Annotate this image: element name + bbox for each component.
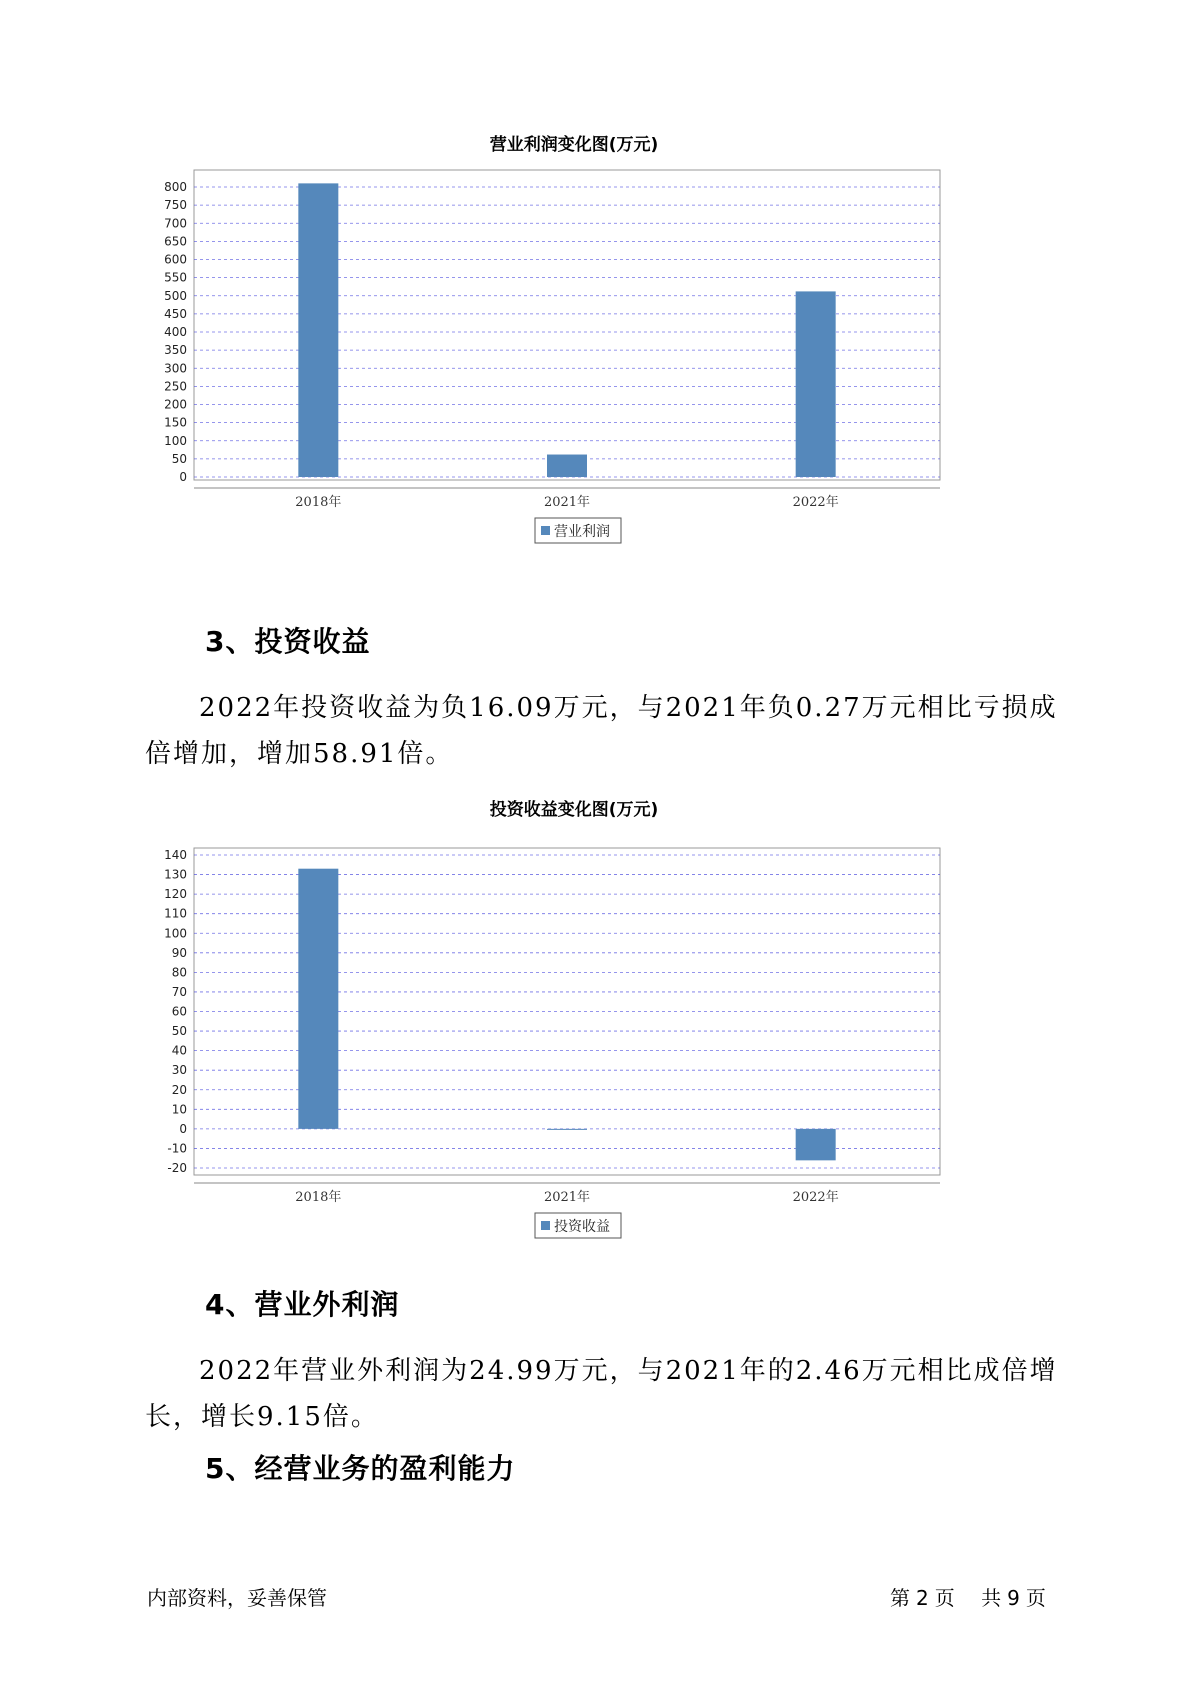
y-tick-label: 30 xyxy=(171,1063,187,1078)
bar-2022年 xyxy=(796,291,836,477)
bar-2021年 xyxy=(547,455,587,477)
y-tick-label: 100 xyxy=(164,433,187,448)
bar-2018年 xyxy=(298,869,338,1129)
total-suffix: 页 xyxy=(1025,1586,1046,1610)
x-tick-label: 2018年 xyxy=(295,495,342,510)
legend-label: 营业利润 xyxy=(554,524,610,540)
chart-title: 营业利润变化图(万元) xyxy=(489,135,659,155)
section-4-paragraph: 2022年营业外利润为24.99万元，与2021年的2.46万元相比成倍增长，增长9.15倍。 xyxy=(145,1356,1058,1432)
bar-2021年 xyxy=(547,1129,587,1130)
page-suffix: 页 xyxy=(934,1586,955,1610)
y-tick-label: 140 xyxy=(164,848,187,862)
y-tick-label: 50 xyxy=(171,451,187,466)
x-tick-label: 2022年 xyxy=(792,1190,839,1205)
y-tick-label: 60 xyxy=(171,1004,187,1019)
legend-swatch xyxy=(541,526,550,535)
y-tick-label: 130 xyxy=(164,867,187,882)
y-tick-label: 150 xyxy=(164,415,187,430)
section-4-heading: 4、营业外利润 xyxy=(205,1288,400,1321)
bar-2022年 xyxy=(796,1129,836,1160)
y-tick-label: 110 xyxy=(164,906,187,921)
y-tick-label: 20 xyxy=(171,1082,187,1097)
y-tick-label: 500 xyxy=(164,288,187,303)
y-tick-label: 250 xyxy=(164,379,187,394)
footer-confidential-note: 内部资料，妥善保管 xyxy=(147,1586,327,1610)
y-tick-label: 450 xyxy=(164,306,187,321)
legend-swatch xyxy=(541,1221,550,1230)
y-tick-label: 600 xyxy=(164,252,187,267)
y-tick-label: 0 xyxy=(179,470,187,484)
y-tick-label: 100 xyxy=(164,926,187,941)
section-5-heading: 5、经营业务的盈利能力 xyxy=(205,1452,516,1485)
y-tick-label: 0 xyxy=(179,1121,187,1136)
y-tick-label: 80 xyxy=(171,965,187,980)
y-tick-label: 400 xyxy=(164,325,187,339)
y-tick-label: 550 xyxy=(164,270,187,285)
x-tick-label: 2021年 xyxy=(543,1190,591,1205)
y-tick-label: 750 xyxy=(164,198,187,213)
section-3-heading: 3、投资收益 xyxy=(205,625,371,658)
chart-title: 投资收益变化图(万元) xyxy=(489,800,659,820)
y-tick-label: 300 xyxy=(164,361,187,376)
investment-income-chart xyxy=(150,790,1030,1235)
x-tick-label: 2022年 xyxy=(792,495,839,510)
y-tick-label: -10 xyxy=(167,1141,187,1156)
page-number: 2 xyxy=(916,1586,929,1610)
y-tick-label: -20 xyxy=(167,1161,187,1175)
y-tick-label: 70 xyxy=(171,984,187,999)
y-tick-label: 120 xyxy=(164,887,187,902)
y-tick-label: 800 xyxy=(164,180,187,194)
y-tick-label: 700 xyxy=(164,216,187,231)
operating-profit-chart xyxy=(150,125,1030,555)
total-prefix: 共 xyxy=(981,1586,1002,1610)
bar-2018年 xyxy=(298,183,338,477)
page-prefix: 第 xyxy=(890,1586,910,1610)
footer-page-indicator xyxy=(890,1582,1052,1611)
y-tick-label: 10 xyxy=(171,1102,187,1117)
x-tick-label: 2018年 xyxy=(295,1190,342,1205)
y-tick-label: 90 xyxy=(171,945,187,960)
legend-label: 投资收益 xyxy=(554,1219,610,1235)
y-tick-label: 200 xyxy=(164,397,187,412)
y-tick-label: 40 xyxy=(171,1043,187,1058)
y-tick-label: 650 xyxy=(164,234,187,249)
section-3-paragraph: 2022年投资收益为负16.09万元，与2021年负0.27万元相比亏损成倍增加，增加58.91倍。 xyxy=(145,693,1058,769)
y-tick-label: 50 xyxy=(171,1024,187,1039)
x-tick-label: 2021年 xyxy=(543,495,591,510)
y-tick-label: 350 xyxy=(164,343,187,358)
total-number: 9 xyxy=(1007,1586,1020,1610)
